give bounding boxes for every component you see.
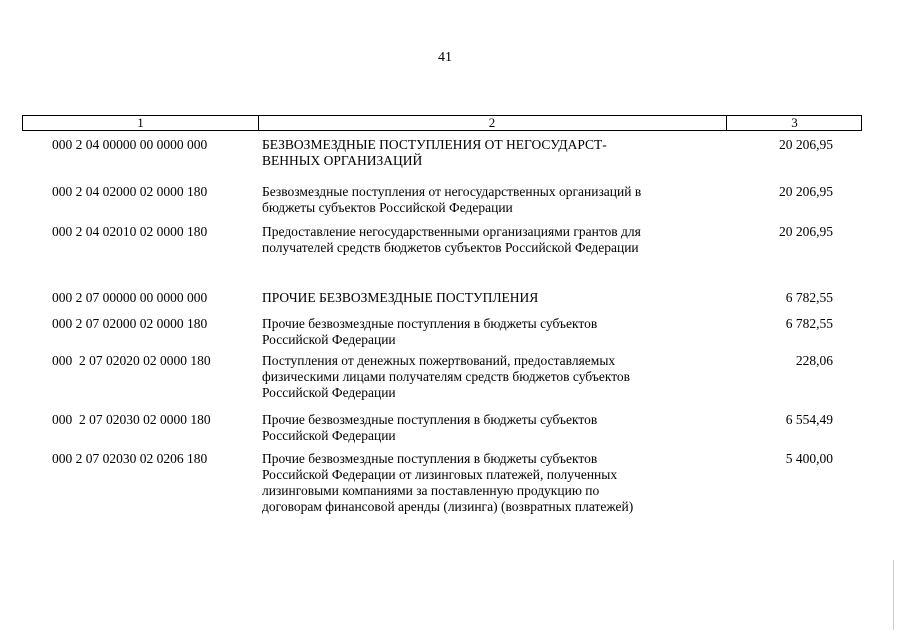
budget-code: 000 2 04 00000 00 0000 000 <box>52 137 208 152</box>
row-amount: 6 782,55 <box>785 316 833 331</box>
column-header-3: 3 <box>791 115 798 130</box>
table-header <box>22 115 862 131</box>
row-amount: 20 206,95 <box>779 224 833 239</box>
scan-artifact <box>893 560 894 630</box>
row-description: Поступления от денежных пожертвований, предоставляемых физическими лицами получателям средств бюджетов субъектов Российской Федерации <box>262 353 631 400</box>
row-amount: 20 206,95 <box>779 137 833 152</box>
budget-code: 000 2 07 02030 02 0206 180 <box>52 451 208 466</box>
row-amount: 6 782,55 <box>785 290 833 305</box>
row-amount: 228,06 <box>795 353 833 368</box>
budget-code: 000 2 07 02000 02 0000 180 <box>52 316 208 331</box>
budget-code: 000 2 04 02010 02 0000 180 <box>52 224 208 239</box>
column-header-1: 1 <box>23 116 259 130</box>
row-description: Безвозмездные поступления от негосударственных организаций в бюджеты субъектов Российской Федерации <box>262 184 642 215</box>
row-description: ПРОЧИЕ БЕЗВОЗМЕЗДНЫЕ ПОСТУПЛЕНИЯ <box>262 290 539 305</box>
row-amount: 20 206,95 <box>779 184 833 199</box>
page-number: 41 <box>438 50 452 65</box>
row-amount: 5 400,00 <box>785 451 833 466</box>
row-description: Прочие безвозмездные поступления в бюджеты субъектов Российской Федерации <box>262 316 598 347</box>
row-description: БЕЗВОЗМЕЗДНЫЕ ПОСТУПЛЕНИЯ ОТ НЕГОСУДАРСТ- ВЕННЫХ ОРГАНИЗАЦИЙ <box>262 137 607 168</box>
row-description: Прочие безвозмездные поступления в бюджеты субъектов Российской Федерации <box>262 412 598 443</box>
row-description: Предоставление негосударственными организациями грантов для получателей средств бюджетов субъектов Российской Федерации <box>262 224 641 255</box>
budget-code: 000 2 04 02000 02 0000 180 <box>52 184 208 199</box>
row-amount: 6 554,49 <box>785 412 833 427</box>
row-description: Прочие безвозмездные поступления в бюджеты субъектов Российской Федерации от лизинговых платежей, полученных лизинговыми компаниями за поставленную продукцию по договорам финансовой аренды (лизинга) (возвратных платежей) <box>262 451 634 514</box>
budget-code: 000 2 07 00000 00 0000 000 <box>52 290 208 305</box>
budget-code: 000 2 07 02020 02 0000 180 <box>52 353 211 368</box>
column-header-2: 2 <box>258 116 727 130</box>
budget-code: 000 2 07 02030 02 0000 180 <box>52 412 211 427</box>
